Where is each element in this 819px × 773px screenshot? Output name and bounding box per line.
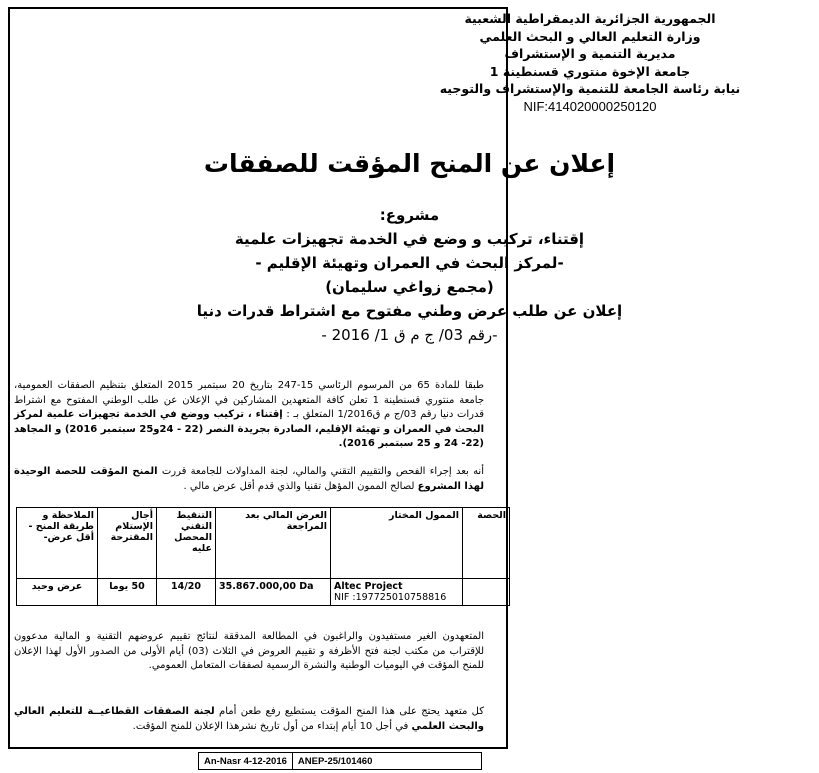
project-line-4: إعلان عن طلب عرض وطني مفتوح مع اشتراط قدرات دنيا — [196, 302, 623, 320]
col-note: الملاحظة و طريقة المنح - أقل عرض- — [17, 508, 98, 579]
col-lot: الحصة — [463, 508, 510, 579]
header-vice-rectorate: نيابة رئاسة الجامعة للتنمية والإستشراف والتوجيه — [439, 81, 741, 96]
cell-score: 14/20 — [157, 579, 216, 606]
footer-newspaper-date: An-Nasr 4-12-2016 — [204, 755, 287, 767]
cell-supplier — [331, 579, 463, 606]
paragraph-appeal-text: كل متعهد يحتج على هذا المنح المؤقت يستطيع رفع طعن أمام — [219, 706, 485, 717]
paragraph-decision-tail: لصالح الممون المؤهل تقنيا والذي قدم أقل عرض مالي . — [183, 480, 415, 492]
table-row — [17, 579, 510, 606]
project-block — [14, 203, 805, 347]
col-score: التنقيط التقني المحصل عليه — [157, 508, 216, 579]
award-table — [16, 507, 510, 606]
cell-amount: 35.867.000,00 Da — [216, 579, 331, 606]
paragraph-legal-basis — [14, 379, 484, 452]
paragraph-decision — [14, 465, 484, 494]
header-republic: الجمهورية الجزائرية الديمقراطية الشعبية — [464, 11, 716, 26]
project-label: مشروع: — [379, 206, 440, 224]
paragraph-appeal-bold: لجنة الصفقات القطاعيــة للتعليم العالي والبحث العلمي — [14, 706, 484, 732]
header-university: جامعة الإخوة منتوري قسنطينة 1 — [489, 63, 691, 79]
paragraph-consultation: المتعهدون الغير مستفيدون والراغبون في المطالعة المدققة لنتائج تقييم عروضهم التقنية و المالية مدعوون للإقتراب من مكتب لجنة فتح الأظرفة و تقييم العروض في الثلاث (03) أيام الأولى من الصدور الأول لهذا الإعلان للمنح المؤقت في اليوميات الوطنية والنشرة الرسمية لصفقات المتعامل العمومي. — [14, 631, 484, 671]
paragraph-appeal — [14, 705, 484, 734]
paragraph-legal-basis-text: طبقا للمادة 65 من المرسوم الرئاسي 15-247 بتاريخ 20 سبتمبر 2015 المتعلق بتنظيم الصفقات العمومية، جامعة منتوري قسنطينة 1 تعلن كافة المتعهدين المشاركين في الإعلان عن طلب الوطني المفتوح مع اشتراط قدرات دنيا رقم 03/ج م ق1/2016 المتعلق بـ : — [14, 380, 485, 420]
project-reference: -رقم 03/ ج م ق 1/ 2016 - — [321, 326, 498, 344]
supplier-name: Altec Project — [334, 581, 403, 592]
header-nif: NIF:414020000250120 — [523, 98, 657, 114]
paragraph-decision-text: أنه بعد إجراء الفحص والتقييم التقني والمالي، لجنة المداولات للجامعة قررت — [161, 466, 484, 477]
cell-delay: 50 يوما — [98, 579, 157, 606]
notice-title: إعلان عن المنح المؤقت للصفقات — [203, 149, 616, 178]
project-line-2: -لمركز البحث في العمران وتهيئة الإقليم - — [255, 254, 564, 272]
project-line-1: إقتناء، تركيب و وضع في الخدمة تجهيزات علمية — [234, 230, 585, 248]
col-amount: العرض المالي بعد المراجعة — [216, 508, 331, 579]
footer-anep-ref: ANEP-25/101460 — [292, 753, 377, 769]
supplier-nif: NIF :197725010758816 — [334, 592, 447, 603]
cell-lot — [463, 579, 510, 606]
project-line-3: (مجمع زواغي سليمان) — [325, 278, 494, 296]
header-directorate: مديرية التنمية و الإستشراف — [504, 46, 676, 61]
col-delay: أجال الإستلام المقترحة — [98, 508, 157, 579]
letterhead — [375, 10, 805, 115]
paragraph-legal-basis-bold: إقتناء ، تركيب ووضع في الخدمة تجهيزات علمية لمركز البحث في العمران و تهيئة الإقليم، الصادرة بجريدة النصر (22 - 24و25 سبتمبر 2016) و المجاهد (22- 24 و 25 سبتمبر 2016). — [14, 409, 484, 449]
col-supplier: الممول المختار — [331, 508, 463, 579]
paragraph-appeal-tail: في أجل 10 أيام إبتداء من أول تاريخ نشرهذا الإعلان للمنح المؤقت. — [132, 720, 409, 732]
cell-note: عرض وحيد — [17, 579, 98, 606]
table-header-row — [17, 508, 510, 579]
paragraph-decision-bold: المنح المؤقت للحصة الوحيدة لهذا المشروع — [14, 466, 484, 492]
header-ministry: وزارة التعليم العالي و البحث العلمي — [479, 28, 701, 44]
publication-footer — [198, 752, 482, 770]
